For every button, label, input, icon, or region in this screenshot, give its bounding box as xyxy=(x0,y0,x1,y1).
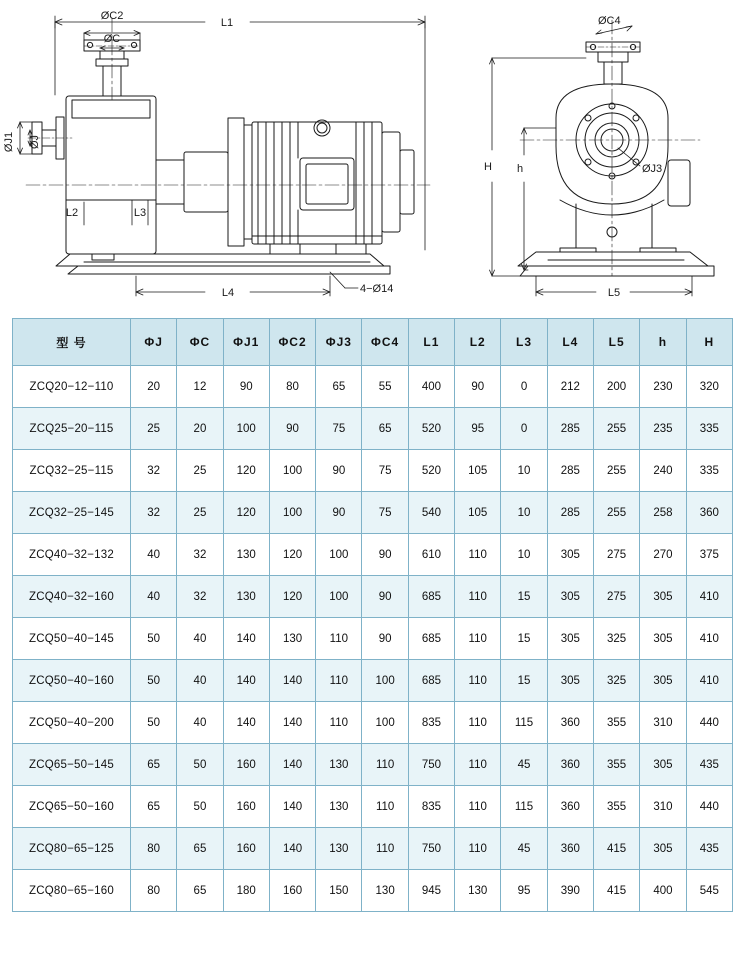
cell-value: 65 xyxy=(177,870,223,912)
cell-value: 130 xyxy=(316,828,362,870)
cell-value: 415 xyxy=(593,828,639,870)
table-row xyxy=(13,828,733,870)
cell-value: 65 xyxy=(131,786,177,828)
cell-value: 360 xyxy=(547,744,593,786)
col-header-l3: L3 xyxy=(501,319,547,366)
cell-value: 45 xyxy=(501,828,547,870)
cell-value: 325 xyxy=(593,618,639,660)
cell-value: 50 xyxy=(177,744,223,786)
cell-value: 50 xyxy=(131,660,177,702)
label-L1: L1 xyxy=(220,17,234,29)
cell-value: 160 xyxy=(223,744,269,786)
table-row xyxy=(13,660,733,702)
cell-value: 360 xyxy=(547,702,593,744)
cell-value: 50 xyxy=(177,786,223,828)
cell-value: 110 xyxy=(455,702,501,744)
label-L2: L2 xyxy=(65,207,79,219)
cell-value: 12 xyxy=(177,366,223,408)
cell-value: 355 xyxy=(593,744,639,786)
label-bolt-holes: 4−Ø14 xyxy=(360,283,394,295)
cell-value: 310 xyxy=(640,786,686,828)
cell-value: 20 xyxy=(177,408,223,450)
pump-assembly-drawing xyxy=(0,0,745,318)
table-row xyxy=(13,450,733,492)
cell-value: 520 xyxy=(408,450,454,492)
col-header-phij1: ΦJ1 xyxy=(223,319,269,366)
cell-model: ZCQ80−65−160 xyxy=(13,870,131,912)
cell-value: 120 xyxy=(223,450,269,492)
cell-model: ZCQ65−50−160 xyxy=(13,786,131,828)
cell-value: 110 xyxy=(362,744,408,786)
cell-value: 75 xyxy=(362,492,408,534)
cell-value: 285 xyxy=(547,408,593,450)
label-J: ØJ xyxy=(29,134,41,150)
col-header-h-small: h xyxy=(640,319,686,366)
cell-value: 50 xyxy=(131,618,177,660)
cell-value: 305 xyxy=(640,744,686,786)
table-row xyxy=(13,492,733,534)
cell-value: 180 xyxy=(223,870,269,912)
cell-value: 55 xyxy=(362,366,408,408)
dim-h xyxy=(522,128,557,270)
cell-value: 685 xyxy=(408,660,454,702)
table-header-row xyxy=(13,319,733,366)
cell-value: 275 xyxy=(593,576,639,618)
cell-value: 335 xyxy=(686,408,732,450)
col-header-phic2: ΦC2 xyxy=(269,319,315,366)
table-row xyxy=(13,702,733,744)
cell-value: 130 xyxy=(455,870,501,912)
table-row xyxy=(13,366,733,408)
cell-value: 130 xyxy=(362,870,408,912)
cell-value: 110 xyxy=(316,618,362,660)
cell-value: 610 xyxy=(408,534,454,576)
col-header-l5: L5 xyxy=(593,319,639,366)
cell-value: 45 xyxy=(501,744,547,786)
cell-value: 90 xyxy=(269,408,315,450)
cell-value: 75 xyxy=(316,408,362,450)
cell-value: 520 xyxy=(408,408,454,450)
label-h: h xyxy=(516,163,524,175)
cell-value: 90 xyxy=(316,450,362,492)
cell-value: 32 xyxy=(177,534,223,576)
cell-value: 110 xyxy=(455,576,501,618)
cell-value: 305 xyxy=(547,618,593,660)
cell-value: 65 xyxy=(316,366,362,408)
cell-value: 100 xyxy=(223,408,269,450)
cell-value: 90 xyxy=(362,618,408,660)
cell-value: 100 xyxy=(269,450,315,492)
cell-value: 75 xyxy=(362,450,408,492)
cell-value: 390 xyxy=(547,870,593,912)
col-header-l4: L4 xyxy=(547,319,593,366)
cell-value: 375 xyxy=(686,534,732,576)
cell-value: 130 xyxy=(316,744,362,786)
cell-value: 130 xyxy=(223,534,269,576)
table-row xyxy=(13,618,733,660)
cell-value: 305 xyxy=(640,660,686,702)
cell-value: 835 xyxy=(408,702,454,744)
label-C: ØC xyxy=(103,33,121,45)
cell-value: 10 xyxy=(501,450,547,492)
cell-value: 355 xyxy=(593,702,639,744)
pump-casing-right xyxy=(556,84,690,248)
cell-model: ZCQ25−20−115 xyxy=(13,408,131,450)
cell-model: ZCQ50−40−145 xyxy=(13,618,131,660)
cell-value: 20 xyxy=(131,366,177,408)
cell-value: 115 xyxy=(501,786,547,828)
cell-value: 360 xyxy=(547,786,593,828)
cell-value: 110 xyxy=(316,702,362,744)
cell-value: 90 xyxy=(362,576,408,618)
cell-value: 440 xyxy=(686,786,732,828)
table-row xyxy=(13,786,733,828)
suction-flange-left xyxy=(18,117,73,159)
base-plate-left xyxy=(56,254,390,274)
cell-value: 100 xyxy=(362,660,408,702)
cell-value: 750 xyxy=(408,828,454,870)
label-C2: ØC2 xyxy=(100,10,124,22)
cell-model: ZCQ32−25−145 xyxy=(13,492,131,534)
cell-value: 255 xyxy=(593,408,639,450)
cell-value: 110 xyxy=(362,828,408,870)
cell-value: 0 xyxy=(501,366,547,408)
cell-value: 65 xyxy=(362,408,408,450)
motor-left xyxy=(252,120,414,254)
cell-value: 32 xyxy=(177,576,223,618)
col-header-phij: ΦJ xyxy=(131,319,177,366)
table-row xyxy=(13,744,733,786)
cell-value: 275 xyxy=(593,534,639,576)
cell-value: 90 xyxy=(362,534,408,576)
cell-value: 400 xyxy=(408,366,454,408)
cell-value: 160 xyxy=(269,870,315,912)
cell-value: 285 xyxy=(547,450,593,492)
cell-value: 335 xyxy=(686,450,732,492)
cell-value: 90 xyxy=(455,366,501,408)
cell-model: ZCQ40−32−160 xyxy=(13,576,131,618)
cell-value: 360 xyxy=(686,492,732,534)
label-L5: L5 xyxy=(607,287,621,299)
cell-value: 320 xyxy=(686,366,732,408)
cell-model: ZCQ50−40−160 xyxy=(13,660,131,702)
cell-value: 415 xyxy=(593,870,639,912)
table-row xyxy=(13,870,733,912)
cell-value: 32 xyxy=(131,450,177,492)
label-C4: ØC4 xyxy=(598,15,621,27)
cell-value: 120 xyxy=(269,534,315,576)
cell-value: 140 xyxy=(223,702,269,744)
cell-value: 160 xyxy=(223,828,269,870)
cell-value: 0 xyxy=(501,408,547,450)
label-L3: L3 xyxy=(133,207,147,219)
cell-value: 40 xyxy=(131,576,177,618)
cell-value: 140 xyxy=(269,702,315,744)
cell-value: 32 xyxy=(131,492,177,534)
cell-value: 140 xyxy=(223,660,269,702)
cell-value: 140 xyxy=(223,618,269,660)
cell-value: 25 xyxy=(177,492,223,534)
cell-value: 685 xyxy=(408,576,454,618)
cell-value: 110 xyxy=(455,618,501,660)
cell-value: 140 xyxy=(269,660,315,702)
cell-value: 240 xyxy=(640,450,686,492)
cell-value: 258 xyxy=(640,492,686,534)
cell-value: 65 xyxy=(131,744,177,786)
technical-drawing xyxy=(0,0,745,318)
cell-value: 310 xyxy=(640,702,686,744)
cell-value: 80 xyxy=(131,870,177,912)
col-header-h-big: H xyxy=(686,319,732,366)
table-row xyxy=(13,576,733,618)
cell-value: 140 xyxy=(269,786,315,828)
cell-value: 15 xyxy=(501,618,547,660)
cell-value: 750 xyxy=(408,744,454,786)
cell-value: 95 xyxy=(501,870,547,912)
cell-value: 305 xyxy=(547,534,593,576)
cell-value: 305 xyxy=(547,576,593,618)
top-flange-right xyxy=(586,26,640,84)
cell-value: 110 xyxy=(362,786,408,828)
label-L4: L4 xyxy=(221,287,235,299)
cell-value: 235 xyxy=(640,408,686,450)
cell-value: 305 xyxy=(640,828,686,870)
cell-model: ZCQ80−65−125 xyxy=(13,828,131,870)
cell-value: 212 xyxy=(547,366,593,408)
cell-value: 100 xyxy=(316,534,362,576)
cell-value: 150 xyxy=(316,870,362,912)
col-header-l1: L1 xyxy=(408,319,454,366)
cell-value: 10 xyxy=(501,492,547,534)
cell-value: 95 xyxy=(455,408,501,450)
cell-value: 25 xyxy=(131,408,177,450)
cell-value: 90 xyxy=(223,366,269,408)
cell-value: 110 xyxy=(455,744,501,786)
cell-value: 40 xyxy=(177,618,223,660)
cell-value: 255 xyxy=(593,450,639,492)
cell-value: 400 xyxy=(640,870,686,912)
cell-value: 40 xyxy=(131,534,177,576)
cell-value: 200 xyxy=(593,366,639,408)
cell-value: 355 xyxy=(593,786,639,828)
cell-value: 25 xyxy=(177,450,223,492)
dim-H xyxy=(490,58,587,276)
base-plate-right xyxy=(518,248,714,276)
cell-value: 270 xyxy=(640,534,686,576)
cell-value: 440 xyxy=(686,702,732,744)
cell-value: 10 xyxy=(501,534,547,576)
cell-value: 130 xyxy=(269,618,315,660)
cell-model: ZCQ50−40−200 xyxy=(13,702,131,744)
cell-value: 80 xyxy=(269,366,315,408)
cell-value: 410 xyxy=(686,660,732,702)
cell-value: 105 xyxy=(455,492,501,534)
cell-value: 360 xyxy=(547,828,593,870)
cell-value: 685 xyxy=(408,618,454,660)
table-row xyxy=(13,408,733,450)
cell-value: 15 xyxy=(501,576,547,618)
cell-value: 325 xyxy=(593,660,639,702)
label-J1: ØJ1 xyxy=(3,131,15,153)
cell-value: 40 xyxy=(177,702,223,744)
col-header-phic4: ΦC4 xyxy=(362,319,408,366)
cell-value: 435 xyxy=(686,828,732,870)
cell-value: 110 xyxy=(455,660,501,702)
label-J3: ØJ3 xyxy=(642,163,663,175)
cell-value: 110 xyxy=(455,786,501,828)
col-header-l2: L2 xyxy=(455,319,501,366)
cell-value: 115 xyxy=(501,702,547,744)
pump-body-left xyxy=(66,96,252,260)
cell-value: 410 xyxy=(686,618,732,660)
cell-value: 305 xyxy=(547,660,593,702)
dimension-table xyxy=(12,318,733,912)
cell-model: ZCQ65−50−145 xyxy=(13,744,131,786)
cell-value: 50 xyxy=(131,702,177,744)
cell-model: ZCQ40−32−132 xyxy=(13,534,131,576)
cell-value: 110 xyxy=(455,828,501,870)
cell-value: 105 xyxy=(455,450,501,492)
cell-value: 110 xyxy=(455,534,501,576)
table-row xyxy=(13,534,733,576)
cell-value: 230 xyxy=(640,366,686,408)
cell-value: 835 xyxy=(408,786,454,828)
cell-value: 410 xyxy=(686,576,732,618)
cell-value: 110 xyxy=(316,660,362,702)
cell-value: 545 xyxy=(686,870,732,912)
cell-value: 120 xyxy=(223,492,269,534)
cell-value: 140 xyxy=(269,744,315,786)
cell-value: 40 xyxy=(177,660,223,702)
cell-value: 305 xyxy=(640,618,686,660)
cell-value: 285 xyxy=(547,492,593,534)
cell-model: ZCQ20−12−110 xyxy=(13,366,131,408)
cell-value: 80 xyxy=(131,828,177,870)
cell-value: 140 xyxy=(269,828,315,870)
cell-value: 15 xyxy=(501,660,547,702)
label-H: H xyxy=(484,161,492,173)
cell-value: 160 xyxy=(223,786,269,828)
col-header-phic: ΦC xyxy=(177,319,223,366)
cell-value: 100 xyxy=(316,576,362,618)
cell-value: 435 xyxy=(686,744,732,786)
table-body xyxy=(13,366,733,912)
cell-value: 130 xyxy=(223,576,269,618)
cell-value: 540 xyxy=(408,492,454,534)
cell-value: 65 xyxy=(177,828,223,870)
spec-table-container xyxy=(0,318,745,912)
col-header-phij3: ΦJ3 xyxy=(316,319,362,366)
cell-model: ZCQ32−25−115 xyxy=(13,450,131,492)
col-header-model: 型 号 xyxy=(13,319,131,366)
cell-value: 255 xyxy=(593,492,639,534)
cell-value: 945 xyxy=(408,870,454,912)
cell-value: 120 xyxy=(269,576,315,618)
cell-value: 90 xyxy=(316,492,362,534)
cell-value: 130 xyxy=(316,786,362,828)
cell-value: 100 xyxy=(362,702,408,744)
cell-value: 100 xyxy=(269,492,315,534)
cell-value: 305 xyxy=(640,576,686,618)
